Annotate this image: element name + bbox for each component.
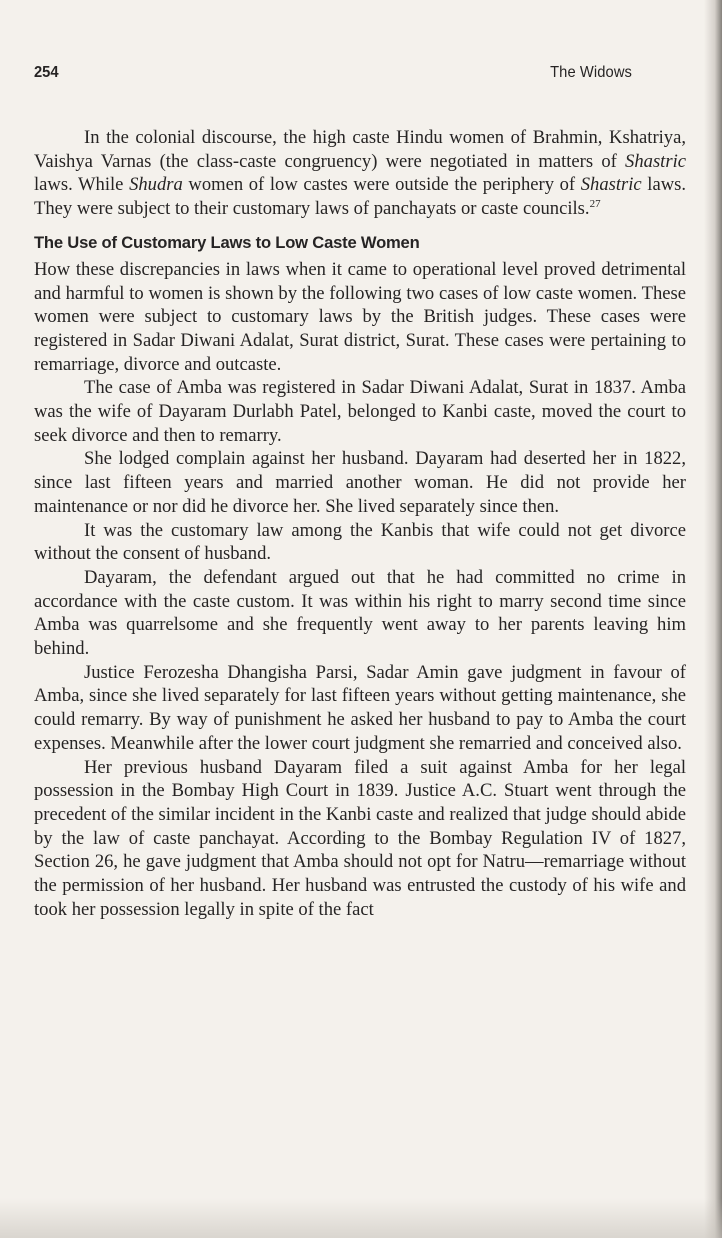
page-number: 254 (34, 64, 59, 81)
section-heading: The Use of Customary Laws to Low Caste Women (34, 232, 420, 252)
paragraph-2: How these discrepancies in laws when it came to operational level proved detrimental and harmful to women is shown by the following two cases of low caste women. These women were subject to customary laws by the British judges. These cases were registered in Sadar Diwani Adalat, Surat district, Surat. These cases were pertaining to remarriage, divorce and outcaste. (34, 258, 686, 375)
page-bottom-shadow (0, 1198, 722, 1238)
paragraph-7: Justice Ferozesha Dhangisha Parsi, Sadar Amin gave judgment in favour of Amba, since she lived separately for last fifteen years without getting maintenance, she could remarry. By way of punishment he asked her husband to pay to Amba the court expenses. Meanwhile after the lower court judgment she remarried and conceived also. (34, 661, 686, 754)
footnote-marker: 27 (589, 197, 601, 210)
paragraph-3: The case of Amba was registered in Sadar Diwani Adalat, Surat in 1837. Amba was the wife of Dayaram Durlabh Patel, belonged to Kanbi caste, moved the court to seek divorce and then to remarry. (34, 377, 686, 446)
running-title: The Widows (550, 64, 632, 81)
body-text (34, 126, 686, 922)
paragraph-1: In the colonial discourse, the high caste Hindu women of Brahmin, Kshatriya, Vaishya Varnas (the class-caste congruency) were negotiated in matters of Shastric laws. While Shudra women of low castes were outside the periphery of Shastric laws. They were subject to their customary laws of panchayats or caste councils.$^{27}$ (34, 127, 687, 220)
paragraph-4: She lodged complain against her husband. Dayaram had deserted her in 1822, since last fifteen years and married another woman. He did not provide her maintenance or nor did he divorce her. She lived separately since then. (34, 448, 686, 517)
paragraph-6: Dayaram, the defendant argued out that he had committed no crime in accordance with the caste custom. It was within his right to marry second time since Amba was quarrelsome and she frequently went away to her parents leaving him behind. (34, 566, 686, 660)
paragraph-5: It was the customary law among the Kanbis that wife could not get divorce without the consent of husband. (34, 519, 686, 565)
running-header (34, 64, 632, 82)
page-edge-shadow (704, 0, 722, 1238)
paragraph-8: Her previous husband Dayaram filed a suit against Amba for her legal possession in the Bombay High Court in 1839. Justice A.C. Stuart went through the precedent of the similar incident in the Kanbi caste and realized that judge should abide by the law of caste panchayat. According to the Bombay Regulation IV of 1827, Section 26, he gave judgment that Amba should not opt for Natru—remarriage without the permission of her husband. Her husband was entrusted the custody of his wife and took her possession legally in spite of the fact (34, 756, 686, 920)
